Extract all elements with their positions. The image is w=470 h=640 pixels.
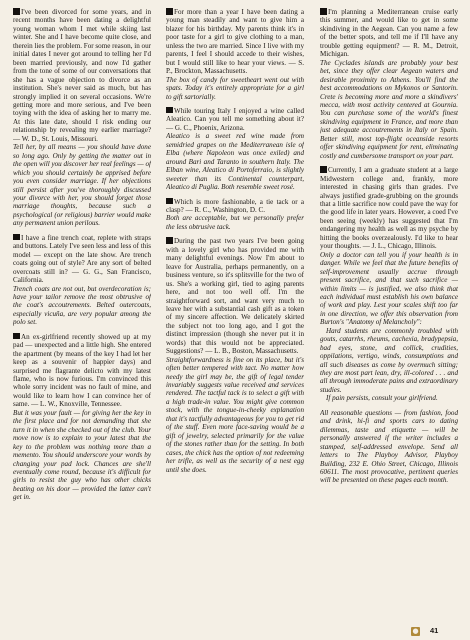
square-bullet-icon — [320, 166, 327, 173]
reader-question — [166, 198, 304, 215]
reader-question — [320, 8, 458, 59]
rabbit-head-icon: ● — [412, 627, 419, 635]
square-bullet-icon — [320, 8, 327, 15]
page-number: 41 — [430, 626, 439, 635]
advisor-answer: If pain persists, consult your girlfriend. — [326, 394, 438, 403]
advice-letter — [13, 8, 151, 228]
reader-question — [13, 333, 151, 409]
reader-question — [166, 107, 304, 132]
square-bullet-icon — [13, 8, 20, 15]
square-bullet-icon — [13, 333, 20, 340]
text-column-1 — [13, 8, 151, 630]
square-bullet-icon — [166, 107, 173, 114]
advisor-answer: Aleatico is a sweet red wine made from semidried grapes on the Mediterranean isle of Elba (where Napoleon was once exiled) and around Bari and Taranto in southern Italy. The Elban wine, Aleatico di Portoferraio, is slightly sweeter than its Continental counterpart, Aleatico di Puglia. Both resemble sweet rosé. — [166, 132, 304, 192]
question-text: I have a fine trench coat, replete with straps and buttons. Lately I've seen less and less of this model — except on the late show. Are trench coats going out of style? Are any sort of belted overcoats still in? — G. G., San Francisco, California. — [13, 233, 151, 285]
advice-column-page — [13, 8, 461, 630]
question-text: For more than a year I have been dating a young man steadily and want to give him a blazer for his birthday. My parents think it's in poor taste for a girl to give clothing to a man, unless the two are married. Since I live with my parents, I feel I should accede to their wishes, but I would still like to hear your views. — S. P., Brockton, Massachusetts. — [166, 8, 304, 76]
question-text: I've been divorced for some years, and in recent months have been dating a delightful young woman whom I met while skiing last winter. She and I have become quite close, and therein lies the problem. For some reason, in our initial dates I never got around to telling her I'd been married previously, and now I'd gather from the tone of some of our conversations that she has a vague objection to divorce as an institution. She's never said as much, but has strongly implied it on several occasions. We're getting more and more serious, and I've been toying with the idea of asking her to marry me. At this late date, should I risk ending our relationship by revealing my earlier marriage? — W. D., St. Louis, Missouri. — [13, 8, 151, 143]
advice-letter — [320, 166, 458, 403]
advisor-answer: Straightforwardness is fine on its place, but it's often better tempered with tact. No matter how needy the girl may be, the gift of legal tender invariably suggests value received and services rendered. The tactful tack is to select a gift with a high trade-in value. You might give common stock, with the tongue-in-cheeky explanation that it's tactfully advantageous for you to get rid of the stuff. Even more face-saving would be a gift of jewelry, selected primarily for the value of the stones rather than for the setting. In both cases, the chick has the option of not redeeming her trifle, as well as the security of a nest egg until she does. — [166, 355, 304, 474]
advisor-answer: Tell her, by all means — you should have done so long ago. Only by getting the matter out in the open will you discover her real feelings — of which you should certainly be apprised before you even consider marriage. If her objections still persist after you've thoroughly discussed your divorce with her, you should forget those marriage thoughts, because such a psychological (or religious) barrier would make any permanent union perilous. — [13, 143, 151, 228]
question-text: Currently, I am a graduate student at a large Midwestern college and, frankly, more interested in chasing girls than grades. I've always justified grade-grubbing on the grounds that a little sacrifice now could pave the way for the good life in later years. However, a coed I've been seeing (weekly) has suggested that I'm endangering my health as well as my psyche by hitting the books overzealously. I'd like to hear your thoughts. — J. L., Chicago, Illinois. — [320, 166, 458, 251]
advisor-answer: The Cyclades islands are probably your best bet, since they offer clear Aegean waters and desirable proximity to Athens. You'll find the best accommodations on Mykonos or Santorin. Crete is becoming more and more a skindivers' mecca, with most activity centered at Gournia. You can purchase some of the world's finest skindiving equipment in France, and more than just adequate accoutrements in Italy or Spain. Better still, most top-flight oceanside resorts offer skindiving equipment for rent, eliminating costly and cumbersome transport on your part. — [320, 58, 458, 160]
advice-letter — [13, 333, 151, 502]
reader-question — [320, 166, 458, 251]
advice-letter — [320, 409, 458, 485]
advisor-answer: Only a doctor can tell you if your health is in danger. While we feel that the future benefits of self-improvement usually accrue through present sacrifice, and that such sacrifice — within limits — is justified, we also think that each individual must establish his own balance of work and play. Lest your scales shift too far in one direction, we offer this observation from Burton's "Anatomy of Melancholy": — [320, 250, 458, 327]
advice-letter — [166, 8, 304, 101]
reader-question — [13, 234, 151, 285]
question-text: An ex-girlfriend recently showed up at my pad — unexpected and a little high. She entered the apartment (by means of the key I had let her keep as a souvenir of happier days) and surprised me flagrante delicto with my latest flame, who is now furious. I'm convinced this whole sorry incident was no fault of mine, and would like to learn how I can convince her of same. — L. W., Knoxville, Tennessee. — [13, 332, 151, 409]
text-column-2 — [166, 8, 304, 630]
reader-question — [13, 8, 151, 143]
question-text: Which is more fashionable, a tie tack or a clasp? — R. C., Washington, D. C. — [166, 197, 304, 214]
question-text: While touring Italy I enjoyed a wine called Aleatico. Can you tell me something about it? — G. C., Phoenix, Arizona. — [166, 106, 304, 132]
square-bullet-icon — [166, 198, 173, 205]
advice-letter — [166, 237, 304, 474]
square-bullet-icon — [13, 234, 20, 241]
advice-letter — [13, 234, 151, 327]
square-bullet-icon — [166, 8, 173, 15]
advisor-answer: All reasonable questions — from fashion, food and drink, hi-fi and sports cars to dating dilemmas, taste and etiquette — will be personally answered if the writer includes a stamped, self-addressed envelope. Send all letters to The Playboy Advisor, Playboy Building, 232 E. Ohio Street, Chicago, Illinois 60611. The most provocative, pertinent queries will be presented on these pages each month. — [320, 408, 458, 485]
text-column-3 — [320, 8, 458, 630]
advisor-answer: Trench coats are not out, but overdecoration is; have your tailor remove the most obtrusive of the coat's accoutrements. Belted outercoats, especially vicuña, are very popular among the polo set. — [13, 284, 151, 327]
question-text: During the past two years I've been going with a lovely girl who has provided me with many delightful evenings. Now I'm about to leave for Australia, perhaps permanently, on a business venture, so it's splitsville for the two of us. She's a working girl, tied to aging parents here, and not too well off. I'm the straightforward sort, and want very much to leave her with a substantial cash gift as a token of my sincere affection. We delicately skirted the subject not too long ago, and I got the distinct impression (though she never put it in words) that this would not be appreciated. Suggestions? — L. B., Boston, Massachusetts. — [166, 237, 304, 356]
advisor-answer: The box of candy for sweetheart went out with spats. Today it's entirely appropriate for a girl to gift sartorially. — [166, 75, 304, 101]
advisor-answer: Both are acceptable, but we personally prefer the less obtrusive tack. — [166, 214, 304, 231]
advice-letter — [166, 198, 304, 232]
advisor-answer: Hard students are commonly troubled with gouts, catarrhs, rheums, cachexia, bradypepsia, bad eyes, stone, and collick, crudities, oppilations, vertigo, winds, consumptions and all such diseases as come by overmuch sitting; they are most part lean, dry, ill-colored . . . and all through immoderate pains and extraordinary studies. — [320, 326, 458, 394]
question-text: I'm planning a Mediterranean cruise early this summer, and would like to get in some skindiving in the Aegean. Can you name a few of the better spots, and tell me if I'll have any trouble getting equipment? — R. M., Detroit, Michigan. — [320, 8, 458, 59]
reader-question — [166, 8, 304, 76]
advice-letter — [166, 107, 304, 192]
square-bullet-icon — [166, 237, 173, 244]
reader-question — [166, 237, 304, 355]
advice-letter — [320, 8, 458, 160]
advisor-answer: But it was your fault — for giving her the key in the first place and for not demanding that she turn it in when she checked out of the club. Your move now is to explain to your latest that the key to the problem was nothing more than a memento. You should underscore your words by changing your pad lock. Chances are she'll eventually come round, because it's difficult for girls to resist the guy who has other chicks beating on his door — provided the latter can't get in. — [13, 408, 151, 502]
